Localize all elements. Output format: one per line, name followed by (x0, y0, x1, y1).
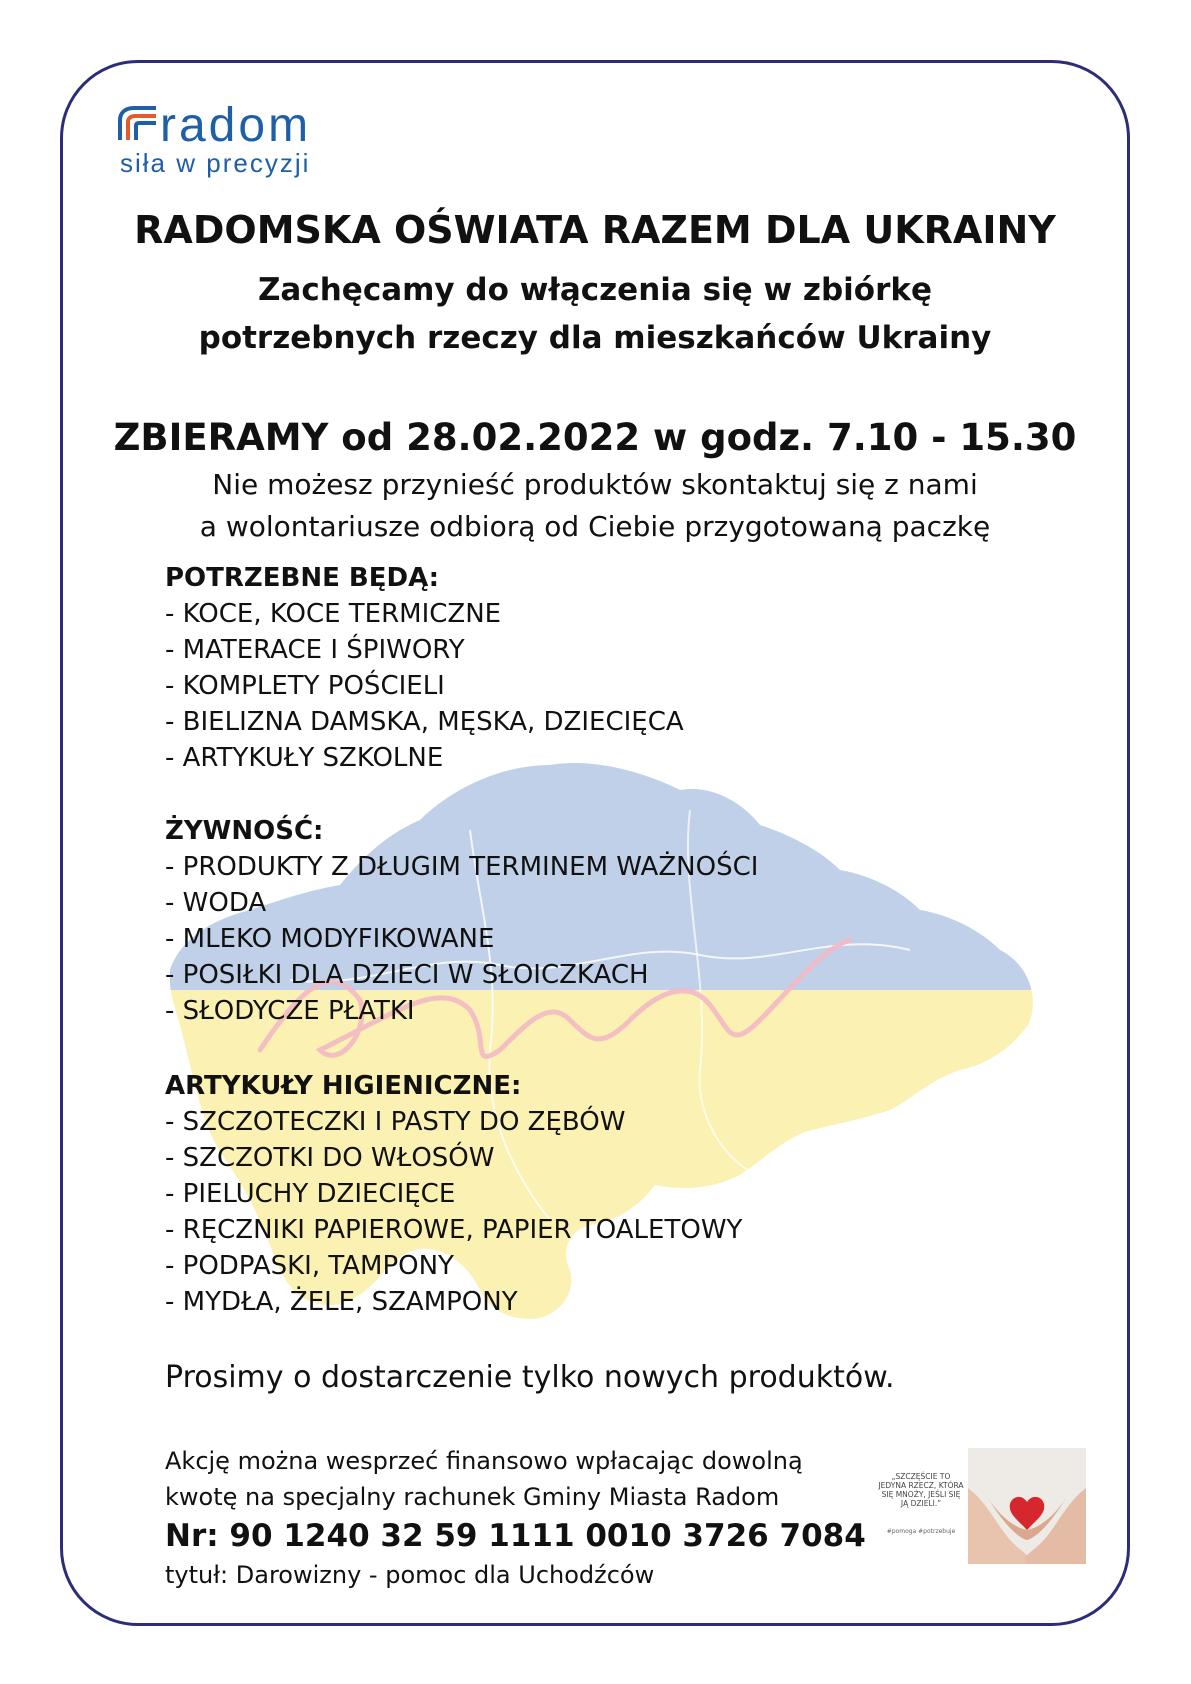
donation-info (165, 1443, 866, 1593)
collection-note-line-1: Nie możesz przynieść produktów skontaktuj się z nami (212, 468, 978, 501)
list-item: - ARTYKUŁY SZKOLNE (165, 743, 444, 773)
list-item: - PRODUKTY Z DŁUGIM TERMINEM WAŻNOŚCI (165, 852, 759, 882)
section-needed-items (165, 560, 684, 776)
section-heading: ARTYKUŁY HIGIENICZNE: (165, 1071, 522, 1101)
list-item: - SZCZOTECZKI I PASTY DO ZĘBÓW (165, 1107, 626, 1137)
quote-card (878, 1448, 964, 1563)
list-item: - KOMPLETY POŚCIELI (165, 671, 445, 701)
donation-line-2: kwotę na specjalny rachunek Gminy Miasta Radom (165, 1483, 780, 1511)
list-item: - POSIŁKI DLA DZIECI W SŁOICZKACH (165, 960, 649, 990)
quote-text: „SZCZĘŚCIE TO JEDYNA RZECZ, KTÓRA SIĘ MNOŻY, JEŚLI SIĘ JĄ DZIELI.” (878, 1472, 964, 1508)
subtitle-line-1: Zachęcamy do włączenia się w zbiórkę (257, 272, 933, 308)
list-item: - PODPASKI, TAMPONY (165, 1251, 454, 1281)
radom-logo-mark (118, 106, 158, 142)
list-item: - SZCZOTKI DO WŁOSÓW (165, 1143, 495, 1173)
transfer-title: tytuł: Darowizny - pomoc dla Uchodźców (165, 1561, 655, 1589)
collection-note-line-2: a wolontariusze odbiorą od Ciebie przygotowaną paczkę (199, 510, 991, 543)
logo-wordmark: radom (160, 99, 312, 152)
section-hygiene (165, 1068, 742, 1320)
page-title: RADOMSKA OŚWIATA RAZEM DLA UKRAINY (134, 208, 1056, 252)
hands-heart-image (968, 1448, 1086, 1564)
list-item: - KOCE, KOCE TERMICZNE (165, 599, 502, 629)
radom-logo (118, 99, 358, 184)
section-heading: ŻYWNOŚĆ: (165, 816, 324, 846)
logo-tagline: siła w precyzji (120, 148, 311, 178)
list-item: - WODA (165, 888, 267, 918)
list-item: - BIELIZNA DAMSKA, MĘSKA, DZIECIĘCA (165, 707, 684, 737)
list-item: - MATERACE I ŚPIWORY (165, 635, 465, 665)
list-item: - PIELUCHY DZIECIĘCE (165, 1179, 456, 1209)
section-heading: POTRZEBNE BĘDĄ: (165, 563, 440, 593)
list-item: - MYDŁA, ŻELE, SZAMPONY (165, 1287, 518, 1317)
list-item: - MLEKO MODYFIKOWANE (165, 924, 495, 954)
donation-line-1: Akcję można wesprzeć finansowo wpłacając dowolną (165, 1447, 803, 1475)
list-item: - RĘCZNIKI PAPIEROWE, PAPIER TOALETOWY (165, 1215, 743, 1245)
list-item: - SŁODYCZE PŁATKI (165, 996, 415, 1026)
section-food (165, 813, 758, 1029)
bank-account-number: Nr: 90 1240 32 59 1111 0010 3726 7084 (165, 1518, 866, 1554)
new-products-request: Prosimy o dostarczenie tylko nowych produktów. (165, 1360, 895, 1395)
collection-schedule: ZBIERAMY od 28.02.2022 w godz. 7.10 - 15.30 (113, 416, 1077, 459)
quote-tags: #pomoga #potrzebuje (886, 1528, 956, 1535)
subtitle-line-2: potrzebnych rzeczy dla mieszkańców Ukrainy (198, 320, 992, 356)
